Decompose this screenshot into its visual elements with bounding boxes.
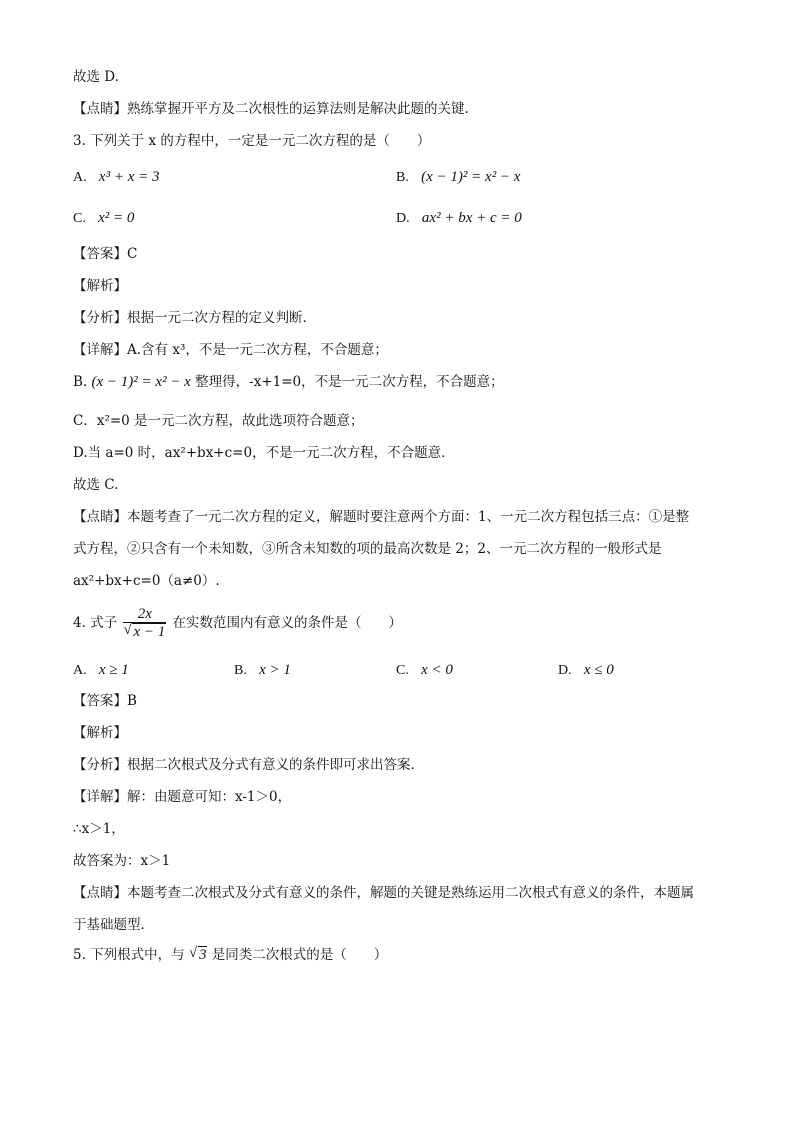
q4-detail: 【详解】解：由题意可知：x-1＞0， — [73, 789, 292, 805]
question-3-stem: 3. 下列关于 x 的方程中，一定是一元二次方程的是（ ） — [73, 133, 431, 149]
q3-key-point-3: ax²+bx+c=0（a≠0）. — [73, 573, 220, 589]
q3-detail-b-expression: (x − 1)² = x² − x — [91, 374, 191, 390]
q3-analysis: 【分析】根据一元二次方程的定义判断． — [73, 310, 316, 326]
q5-stem-prefix: 5. 下列根式中，与 — [73, 947, 185, 963]
q4-key-point-2: 于基础题型． — [73, 917, 154, 933]
q4-option-b — [234, 660, 291, 681]
option-label: B. — [396, 170, 409, 185]
q4-fraction — [123, 606, 166, 641]
q3-detail-b-prefix: B. — [73, 374, 88, 390]
option-label: D. — [558, 663, 572, 678]
q4-key-point-1: 【点睛】本题考查二次根式及分式有意义的条件，解题的关键是熟练运用二次根式有意义的条件，本题属 — [73, 885, 694, 901]
q3-detail-d: D.当 a=0 时，ax²+bx+c=0，不是一元二次方程，不合题意． — [73, 445, 455, 461]
option-label: C. — [73, 211, 86, 226]
key-point-note: 【点睛】熟练掌握开平方及二次根性的运算法则是解决此题的关键. — [73, 101, 469, 117]
option-label: A. — [73, 170, 87, 185]
q3-option-d — [396, 208, 522, 229]
q4-stem-suffix: 在实数范围内有意义的条件是（ ） — [172, 615, 403, 631]
q4-option-d — [558, 660, 614, 681]
question-4-stem — [73, 606, 402, 641]
q4-sqrt — [123, 623, 166, 641]
option-expression: (x − 1)² = x² − x — [421, 169, 521, 185]
q3-conclusion: 故选 C. — [73, 477, 119, 493]
option-expression: ax² + bx + c = 0 — [421, 210, 522, 226]
q5-stem-suffix: 是同类二次根式的是（ ） — [211, 947, 388, 963]
option-label: C. — [396, 663, 409, 678]
q4-option-c — [396, 660, 453, 681]
q4-analysis: 【分析】根据二次根式及分式有意义的条件即可求出答案． — [73, 757, 424, 773]
q5-radicand: 3 — [198, 947, 207, 963]
option-expression: x ≥ 1 — [98, 662, 129, 678]
q4-answer: 【答案】B — [73, 693, 137, 709]
option-expression: x² = 0 — [98, 210, 135, 226]
q4-fraction-denominator: x − 1 — [133, 624, 166, 640]
q3-key-point-1: 【点睛】本题考查了一元二次方程的定义，解题时要注意两个方面：1、一元二次方程包括三点：①是整 — [73, 509, 690, 525]
option-expression: x > 1 — [259, 662, 291, 678]
text-line: 故选 D. — [73, 69, 119, 85]
q4-explanation-heading: 【解析】 — [73, 725, 127, 741]
q4-fraction-numerator: 2x — [123, 606, 166, 623]
option-expression: x < 0 — [421, 662, 453, 678]
q4-conclusion: 故答案为：x＞1 — [73, 853, 171, 869]
q3-answer: 【答案】C — [73, 246, 138, 262]
q4-stem-prefix: 4. 式子 — [73, 615, 118, 631]
q3-option-c — [73, 208, 134, 229]
option-label: D. — [396, 211, 410, 226]
q3-option-a — [73, 167, 159, 188]
q5-sqrt — [189, 946, 208, 964]
sqrt-icon: √ — [123, 622, 132, 638]
q4-therefore: ∴x＞1， — [73, 821, 125, 837]
q3-detail-a: 【详解】A.含有 x³，不是一元二次方程，不合题意； — [73, 342, 388, 358]
option-label: A. — [73, 663, 87, 678]
q3-detail-b-text: 整理得，-x+1=0，不是一元二次方程，不合题意； — [195, 374, 504, 390]
question-5-stem — [73, 946, 387, 964]
option-label: B. — [234, 663, 247, 678]
option-expression: x ≤ 0 — [583, 662, 614, 678]
sqrt-icon: √ — [188, 945, 198, 961]
q3-explanation-heading: 【解析】 — [73, 278, 127, 294]
option-expression: x³ + x = 3 — [98, 169, 160, 185]
q4-option-a — [73, 660, 129, 681]
q3-detail-b — [73, 373, 504, 391]
q3-option-b — [396, 167, 520, 188]
q3-detail-c: C．x²=0 是一元二次方程，故此选项符合题意； — [73, 413, 364, 429]
q3-key-point-2: 式方程，②只含有一个未知数，③所含未知数的项的最高次数是 2；2、一元二次方程的一般形式是 — [73, 541, 662, 557]
